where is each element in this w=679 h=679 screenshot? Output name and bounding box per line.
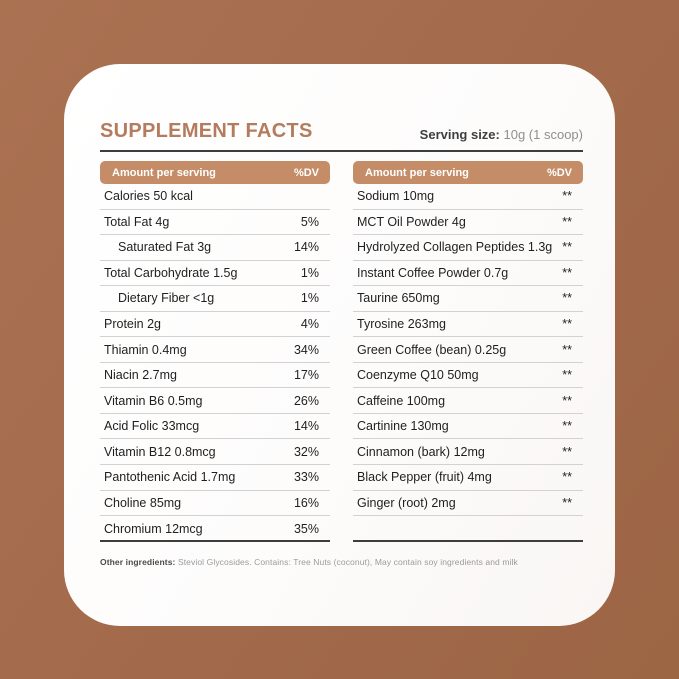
nutrient-label: Saturated Fat 3g (118, 240, 212, 255)
other-ingredients-note (100, 557, 583, 567)
left-facts-table (100, 161, 330, 542)
nutrient-label: Pantothenic Acid 1.7mg (104, 470, 236, 485)
card-content (64, 64, 615, 567)
other-ingredients-text: Steviol Glycosides. Contains: Tree Nuts (coconut), May contain soy ingredients and milk (177, 557, 518, 567)
serving-size-value: 10g (1 scoop) (503, 127, 583, 142)
nutrient-label: Black Pepper (fruit) 4mg (357, 470, 492, 485)
nutrient-label: Cinnamon (bark) 12mg (357, 444, 485, 459)
dv-value: 33% (293, 470, 319, 485)
table-row (100, 388, 330, 414)
left-table-header (100, 161, 330, 184)
table-row (353, 491, 583, 517)
dv-value: ** (562, 240, 572, 255)
facts-tables (100, 161, 583, 542)
table-row (353, 286, 583, 312)
nutrient-label: Green Coffee (bean) 0.25g (357, 342, 507, 357)
table-row (100, 363, 330, 389)
dv-header: %DV (546, 166, 572, 179)
table-row (353, 312, 583, 338)
table-row (100, 516, 330, 542)
table-row (353, 235, 583, 261)
dv-value: ** (562, 470, 572, 485)
other-ingredients-label: Other ingredients: (100, 557, 176, 567)
right-table-body (353, 184, 583, 542)
table-row (100, 184, 330, 210)
nutrient-label: Cartinine 130mg (357, 419, 449, 434)
dv-value: ** (562, 444, 572, 459)
title-row (100, 120, 583, 152)
dv-value: ** (562, 368, 572, 383)
dv-value: ** (562, 342, 572, 357)
nutrient-label: Taurine 650mg (357, 291, 440, 306)
dv-value: ** (562, 265, 572, 280)
nutrient-label: Choline 85mg (104, 495, 182, 510)
right-facts-table (353, 161, 583, 542)
nutrient-label: Vitamin B12 0.8mcg (104, 444, 216, 459)
dv-value: 5% (300, 214, 319, 229)
table-row (100, 491, 330, 517)
dv-value: ** (562, 317, 572, 331)
nutrient-label: Total Fat 4g (104, 214, 170, 229)
table-row (100, 439, 330, 465)
dv-value: 34% (293, 342, 319, 357)
nutrient-label: Chromium 12mcg (104, 521, 203, 536)
table-row (100, 286, 330, 312)
dv-value: 26% (293, 393, 319, 408)
dv-value: ** (562, 419, 572, 434)
nutrient-label: Calories 50 kcal (104, 189, 193, 204)
table-row (353, 465, 583, 491)
nutrient-label: Protein 2g (104, 317, 161, 331)
table-row (100, 414, 330, 440)
table-row (100, 337, 330, 363)
dv-value: 16% (293, 495, 319, 510)
serving-size-label: Serving size: (419, 127, 500, 142)
table-row (353, 337, 583, 363)
table-row (100, 465, 330, 491)
dv-value: ** (562, 291, 572, 306)
nutrient-label: Acid Folic 33mcg (104, 419, 200, 434)
dv-header: %DV (293, 166, 319, 179)
table-row (353, 261, 583, 287)
table-row (100, 261, 330, 287)
table-row (353, 184, 583, 210)
dv-value: ** (562, 495, 572, 510)
nutrient-label: Niacin 2.7mg (104, 368, 177, 383)
table-row (353, 388, 583, 414)
nutrient-label: Ginger (root) 2mg (357, 495, 456, 510)
dv-value: 14% (293, 419, 319, 434)
dv-value: 1% (300, 291, 319, 306)
nutrient-label: Thiamin 0.4mg (104, 342, 187, 357)
nutrient-label: Sodium 10mg (357, 189, 435, 204)
table-row (353, 363, 583, 389)
dv-value: ** (562, 189, 572, 204)
left-table-body (100, 184, 330, 542)
nutrient-label: MCT Oil Powder 4g (357, 214, 466, 229)
dv-value: 1% (300, 265, 319, 280)
nutrient-label: Instant Coffee Powder 0.7g (357, 265, 509, 280)
table-row (100, 312, 330, 338)
amount-per-serving-header: Amount per serving (365, 166, 469, 179)
dv-value: 14% (293, 240, 319, 255)
dv-value: ** (562, 393, 572, 408)
table-row (353, 210, 583, 236)
nutrient-label: Coenzyme Q10 50mg (357, 368, 479, 383)
dv-value: ** (562, 214, 572, 229)
table-row (100, 235, 330, 261)
table-row (353, 414, 583, 440)
page-title: SUPPLEMENT FACTS (100, 120, 313, 142)
serving-size (420, 127, 583, 143)
table-row (100, 210, 330, 236)
dv-value: 32% (293, 444, 319, 459)
nutrient-label: Hydrolyzed Collagen Peptides 1.3g (357, 240, 553, 255)
amount-per-serving-header: Amount per serving (112, 166, 216, 179)
dv-value: 17% (293, 368, 319, 383)
nutrient-label: Tyrosine 263mg (357, 317, 446, 331)
nutrient-label: Total Carbohydrate 1.5g (104, 265, 238, 280)
nutrient-label: Caffeine 100mg (357, 393, 446, 408)
nutrient-label: Vitamin B6 0.5mg (104, 393, 203, 408)
dv-value: 35% (293, 521, 319, 536)
right-table-header (353, 161, 583, 184)
nutrient-label: Dietary Fiber <1g (118, 291, 215, 306)
supplement-facts-card (64, 64, 615, 626)
table-row (353, 439, 583, 465)
dv-value: 4% (300, 317, 319, 331)
